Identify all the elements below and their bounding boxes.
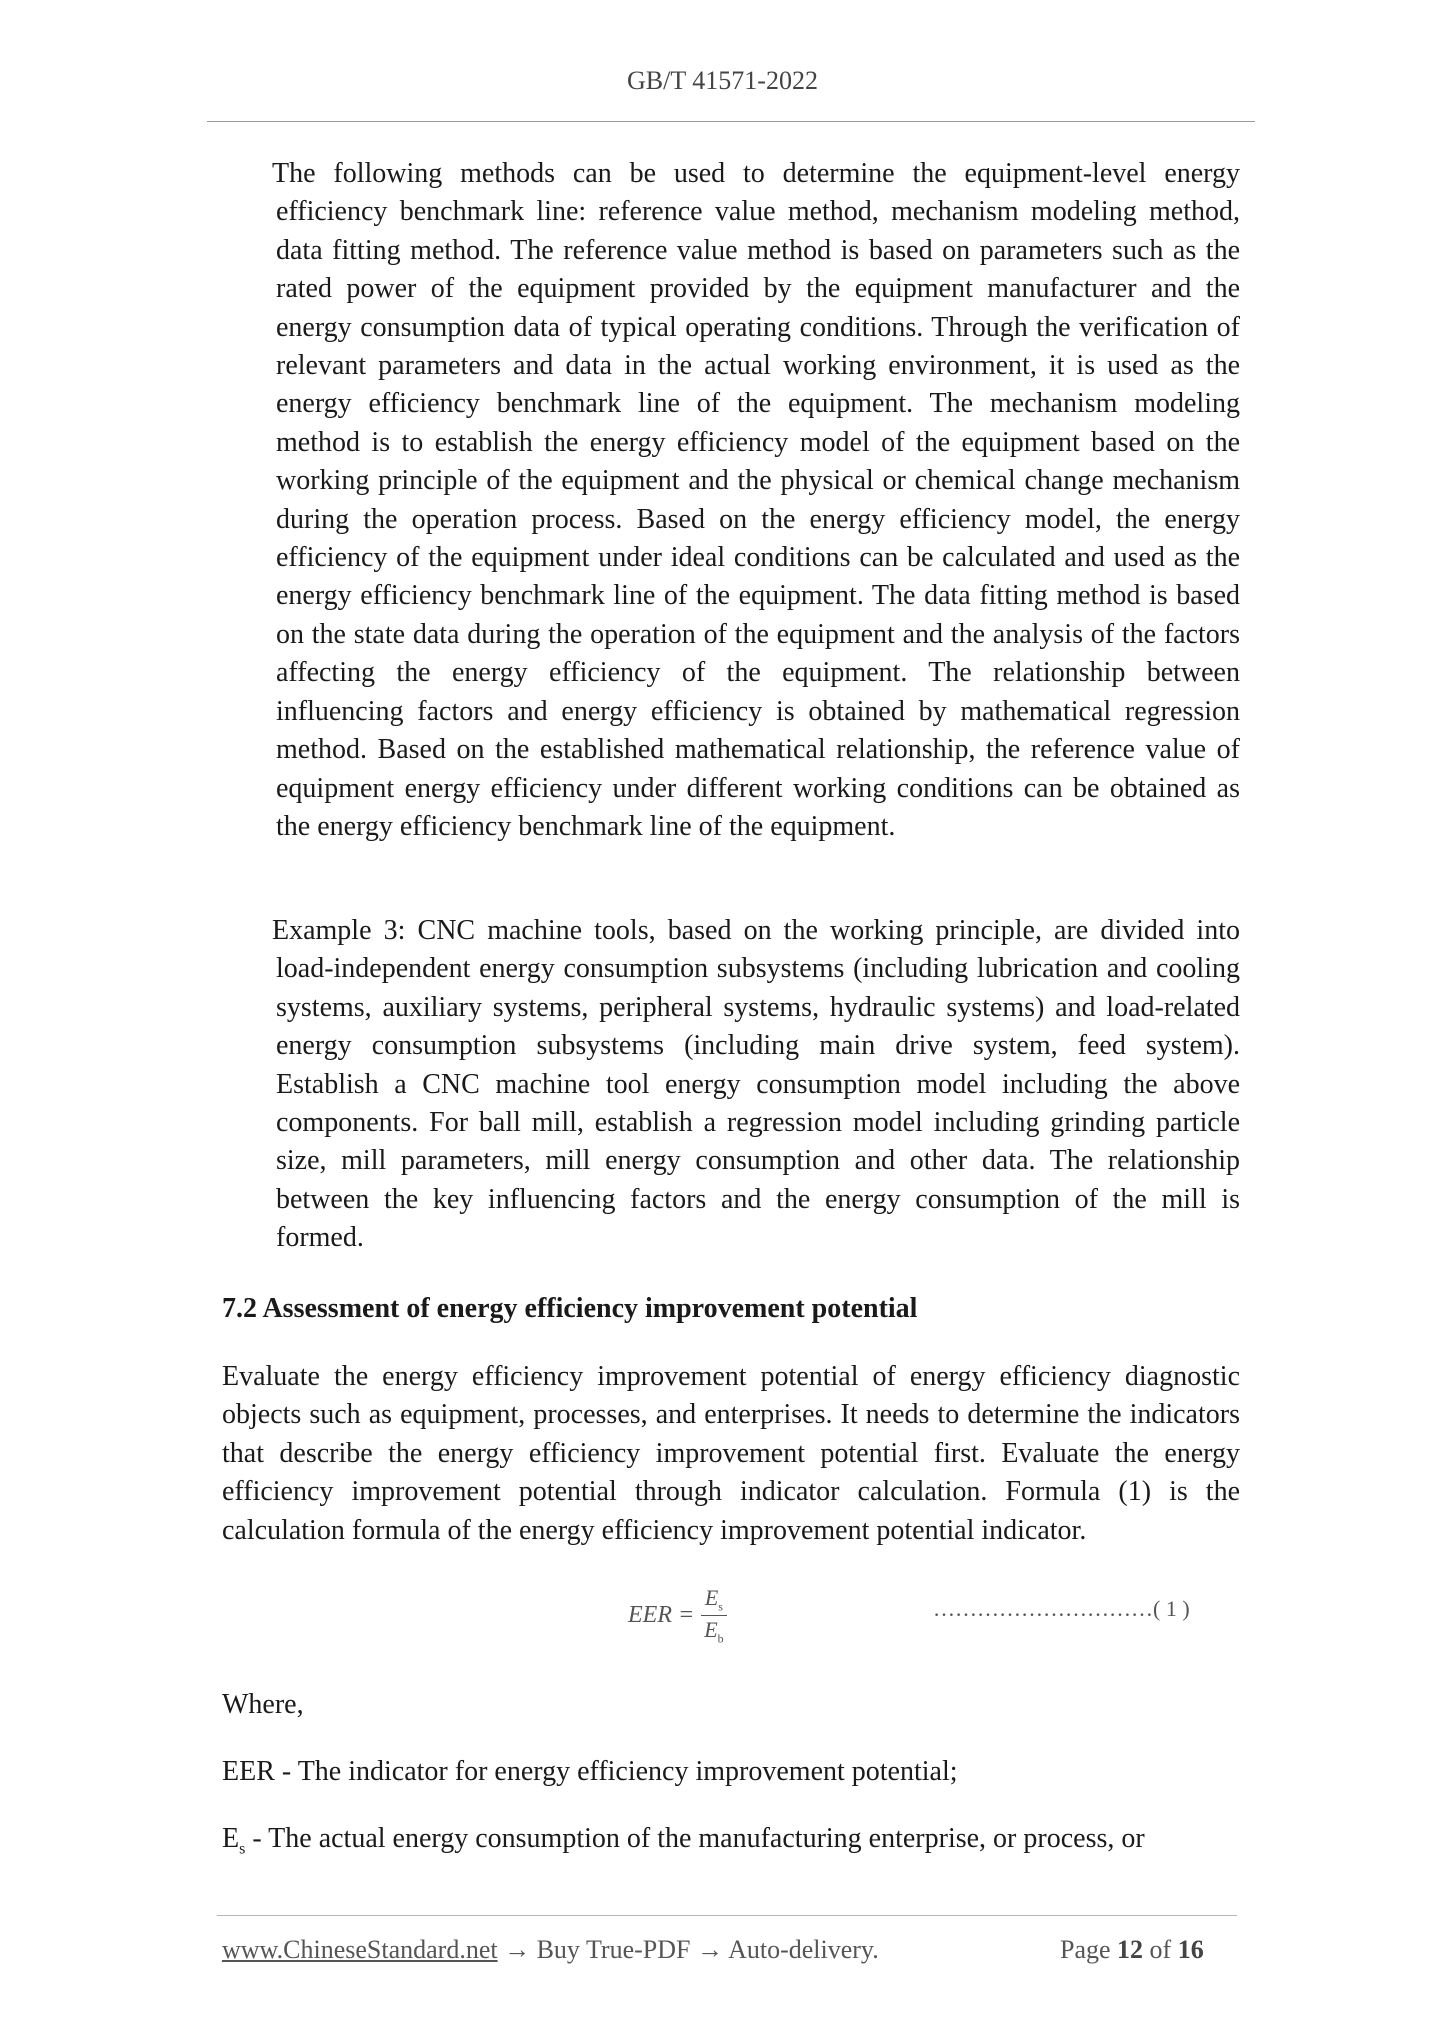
paragraph-example-3-text: Example 3: CNC machine tools, based on the working principle, are divided into load-independent energy consumption subsystems (including lubrication and cooling systems, auxiliary systems, peripheral systems, hydraulic systems) and load-related energy consumption subsystems (including main drive system, feed system). Establish a CNC machine tool energy consumption model including the above components. For ball mill, establish a regression model including grinding particle size, mill parameters, mill energy consumption and other data. The relationship between the key influencing factors and the energy consumption of the mill is formed. [272, 915, 1240, 1254]
total-pages: 16 [1177, 1935, 1204, 1964]
section-heading: 7.2 Assessment of energy efficiency improvement potential [222, 1293, 918, 1324]
paragraph-methods-text: The following methods can be used to determine the equipment-level energy efficiency benchmark line: reference value method, mechanism modeling method, data fitting method. The reference value method is based on parameters such as the rated power of the equipment provided by the equipment manufacturer and the energy consumption data of typical operating conditions. Through the verification of relevant parameters and data in the actual working environment, it is used as the energy efficiency benchmark line of the equipment. The mechanism modeling method is to establish the energy efficiency model of the equipment based on the working principle of the equipment and the physical or chemical change mechanism during the operation process. Based on the energy efficiency model, the energy efficiency of the equipment under ideal conditions can be calculated and used as the energy efficiency benchmark line of the equipment. The data fitting method is based on the state data during the operation of the equipment and the analysis of the factors affecting the energy efficiency of the equipment. The relationship between influencing factors and energy efficiency is obtained by mathematical regression method. Based on the established mathematical relationship, the reference value of equipment energy efficiency under different working conditions can be obtained as the energy efficiency benchmark line of the equipment. [272, 158, 1240, 842]
delivery-text: Auto-delivery. [728, 1935, 879, 1964]
eer-definition: EER - The indicator for energy efficiency improvement potential; [222, 1756, 958, 1787]
document-id: GB/T 41571-2022 [627, 66, 818, 95]
formula-label: ( 1 ) [1153, 1596, 1190, 1621]
es-definition: $E_s$ - The actual energy consumption of the manufacturing enterprise, or process, or [222, 1823, 1145, 1858]
formula-denominator: $E_b$ [704, 1617, 724, 1646]
paragraph-example-3 [272, 912, 1240, 1258]
arrow-right-icon: → [697, 1935, 723, 1964]
arrow-right-icon: → [504, 1935, 531, 1964]
buy-text: Buy True-PDF [536, 1935, 691, 1964]
formula-fraction [700, 1585, 727, 1647]
footer-links [222, 1935, 879, 1965]
page-word: Page [1060, 1935, 1111, 1964]
formula-number [933, 1596, 1190, 1622]
paragraph-evaluate: Evaluate the energy efficiency improvement potential of energy efficiency diagnostic objects such as equipment, processes, and enterprises. It needs to determine the indicators that describe the energy efficiency improvement potential first. Evaluate the energy efficiency improvement potential through indicator calculation. Formula (1) is the calculation formula of the energy efficiency improvement potential indicator. [222, 1361, 1240, 1546]
header-divider [207, 121, 1255, 122]
current-page: 12 [1117, 1935, 1144, 1964]
formula-lhs: EER = [628, 1602, 695, 1629]
paragraph-methods [272, 155, 1240, 846]
formula-numerator: $E_s$ [701, 1585, 727, 1616]
page-indicator [1060, 1935, 1204, 1965]
footer-divider [217, 1915, 1237, 1916]
formula-eer [628, 1585, 728, 1647]
of-word: of [1149, 1935, 1172, 1964]
where-label: Where, [222, 1689, 304, 1720]
site-link[interactable]: www.ChineseStandard.net [222, 1935, 498, 1964]
formula-dots: ………………………… [933, 1596, 1153, 1621]
